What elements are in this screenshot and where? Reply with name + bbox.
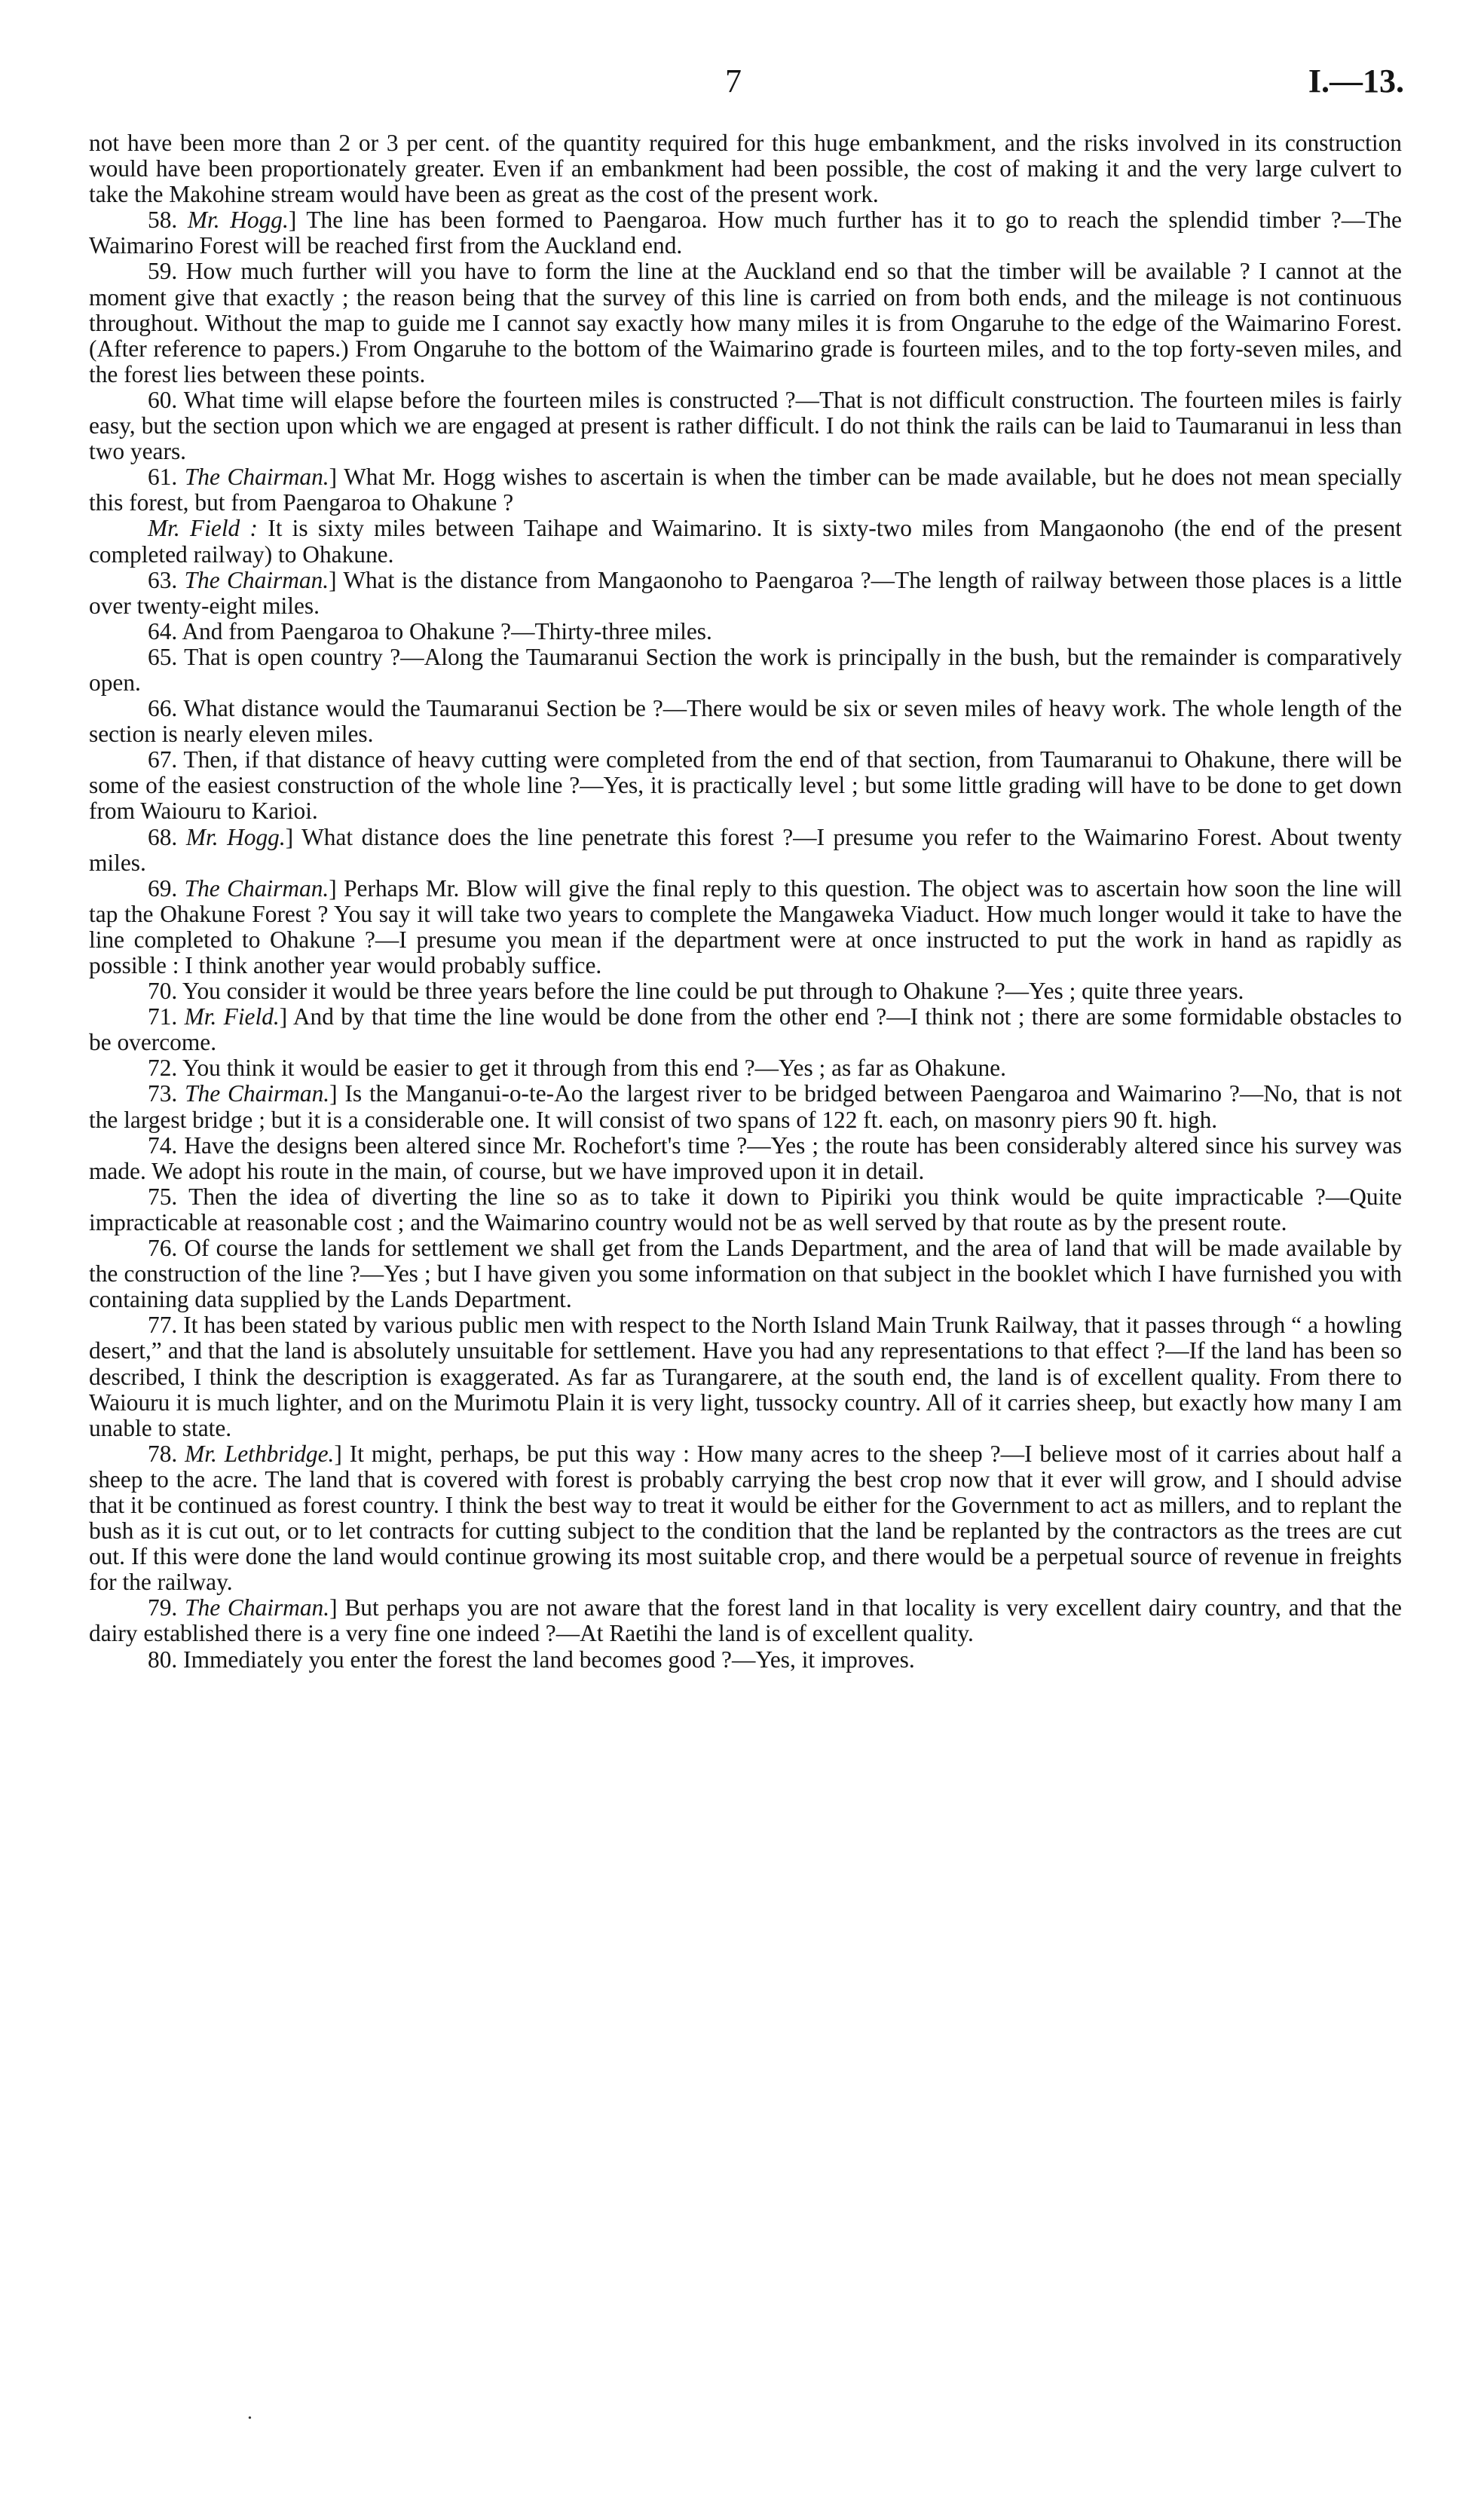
paragraph: 63. The Chairman.] What is the distance from Mangaonoho to Paengaroa ?—The length of railway between those places is a little over twenty-eight miles.: [89, 566, 1403, 619]
paragraph: [89, 259, 1402, 387]
paragraph-text: And from Paengaroa to Ohakune ?—Thirty-three miles.: [182, 617, 712, 645]
question-number: 72.: [148, 1055, 178, 1082]
speaker-name: Mr. Field :: [148, 515, 258, 542]
speaker-name: Mr. Field.: [184, 1003, 280, 1030]
speaker-name: The Chairman.: [185, 1080, 330, 1107]
speaker-name: Mr. Lethbridge.: [185, 1440, 335, 1467]
question-number: 79.: [148, 1594, 178, 1621]
paragraph-text: not have been more than 2 or 3 per cent. of the quantity required for this huge embankment, and the risks involved in its construction would have been proportionately greater. Even if an embankment had been possible, the cost of making it and the very large culvert to take the Makohine stream would have been as great as the cost of the present work.: [89, 130, 1402, 208]
paragraph-text: It might, perhaps, be put this way : How many acres to the sheep ?—I believe most of it carries about half a sheep to the acre. The land that is covered with forest is probably carrying the best crop now that it ever will grow, and I should advise that it be continued as forest country. I think the best way to treat it would be either for the Government to act as millers, and to replant the bush as it is cut out, or to let contracts for cutting subject to the condition that the land be replanted by the contractors as the trees are cut out. If this were done the land would continue growing its most suitable crop, and there would be a perpetual source of revenue in freights for the railway.: [89, 1440, 1402, 1596]
question-number: 70.: [148, 978, 178, 1005]
paragraph-text: Then, if that distance of heavy cutting were completed from the end of that section, from Taumaranui to Ohakune, there will be some of the easiest construction of the whole line ?—Yes, it is practically level ; but some little grading will have to be done to get down from Waiouru to Karioi.: [89, 746, 1402, 825]
question-number: 66.: [148, 695, 178, 722]
paragraph-text: It has been stated by various public men with respect to the North Island Main Trunk Railway, that it passes through “ a howling desert,” and that the land is absolutely unsuitable for settlement. Have you had any representations to that effect ?—If the land has been so described, I think the description is exaggerated. As far as Turangarere, at the south end, the land is of excellent quality. From there to Waiouru it is much lighter, and on the Murimotu Plain it is very light, tussocky country. All of it carries sheep, but exactly how many I am unable to state.: [89, 1312, 1402, 1441]
question-number: 65.: [148, 643, 178, 670]
paragraph-text: What distance does the line penetrate this forest ?—I presume you refer to the Waimarino Forest. About twenty miles.: [89, 823, 1403, 876]
paragraph: [89, 1055, 1402, 1081]
paragraph: [89, 1647, 1402, 1673]
question-number: 59.: [148, 258, 178, 285]
speaker-name: The Chairman.: [184, 566, 329, 593]
question-number: 63.: [148, 566, 178, 593]
paragraph: 69. The Chairman.] Perhaps Mr. Blow will give the final reply to this question. The object was to ascertain how soon the line will tap the Ohakune Forest ? You say it will take two years to complete the Mangaweka Viaduct. How much longer would it take to have the line completed to Ohakune ?—I presume you mean if the department were at once instructed to put the work in hand as rapidly as possible : I think another year would probably suffice.: [89, 874, 1402, 978]
paragraph: [89, 387, 1402, 464]
speaker-name: Mr. Hogg.: [187, 207, 289, 234]
paragraph: 79. The Chairman.] But perhaps you are not aware that the forest land in that locality is very excellent dairy country, and that the dairy established there is a very fine one indeed ?—At Raetihi the land is of excellent quality.: [89, 1594, 1402, 1647]
paragraph-text: What time will elapse before the fourteen miles is constructed ?—That is not difficult construction. The fourteen miles is fairly easy, but the section upon which we are engaged at present is rather difficult. I do not think the rails can be laid to Taumaranui in less than two years.: [89, 386, 1402, 465]
paragraph-text: Is the Manganui-o-te-Ao the largest river to be bridged between Paengaroa and Waimarino ?—No, that is not the largest bridge ; but it is a considerable one. It will consist of two spans of 122 ft. each, on masonry piers 90 ft. high.: [89, 1080, 1402, 1133]
paragraph: 71. Mr. Field.] And by that time the line would be done from the other end ?—I think not ; there are some formidable obstacles to be overcome.: [89, 1003, 1402, 1056]
paragraph: 78. Mr. Lethbridge.] It might, perhaps, be put this way : How many acres to the sheep ?—I believe most of it carries about half a sheep to the acre. The land that is covered with forest is probably carrying the best crop now that it ever will grow, and I should advise that it be continued as forest country. I think the best way to treat it would be either for the Government to act as millers, and to replant the bush as it is cut out, or to let contracts for cutting subject to the condition that the land be replanted by the contractors as the trees are cut out. If this were done the land would continue growing its most suitable crop, and there would be a perpetual source of revenue in freights for the railway.: [89, 1440, 1402, 1596]
question-number: 75.: [148, 1183, 178, 1210]
paragraph-text: That is open country ?—Along the Taumaranui Section the work is principally in the bush, but the remainder is comparatively open.: [89, 643, 1402, 696]
paragraph: [89, 619, 1402, 645]
question-number: 78.: [148, 1440, 178, 1467]
question-number: 60.: [148, 386, 178, 413]
question-number: 58.: [148, 207, 178, 234]
paragraph-text: Have the designs been altered since Mr. Rochefort's time ?—Yes ; the route has been considerably altered since his survey was made. We adopt his route in the main, of course, but we have improved upon it in detail.: [89, 1131, 1402, 1184]
paragraph: [89, 978, 1402, 1004]
paragraph-text: How much further will you have to form the line at the Auckland end so that the timber will be available ? I cannot at the moment give that exactly ; the reason being that the survey of this line is carried on from both ends, and the mileage is not continuous throughout. Without the map to guide me I cannot say exactly how many miles it is from Ongaruhe to the edge of the Waimarino Forest. (After reference to papers.) From Ongaruhe to the bottom of the Waimarino grade is fourteen miles, and to the top forty-seven miles, and the forest lies between these points.: [89, 258, 1402, 387]
question-number: 68.: [148, 823, 178, 850]
paragraph-text: It is sixty miles between Taihape and Waimarino. It is sixty-two miles from Mangaonoho (the end of the present completed railway) to Ohakune.: [89, 515, 1402, 568]
paragraph: [89, 1236, 1402, 1312]
paragraph-text: The line has been formed to Paengaroa. How much further has it to go to reach the splendid timber ?—The Waimarino Forest will be reached first from the Auckland end.: [89, 207, 1402, 259]
paragraph: [89, 130, 1402, 207]
paragraph: 61. The Chairman.] What Mr. Hogg wishes to ascertain is when the timber can be made available, but he does not mean specially this forest, but from Paengaroa to Ohakune ?: [89, 464, 1403, 516]
document-reference: I.—13.: [1308, 63, 1404, 100]
paragraph-text: You consider it would be three years before the line could be put through to Ohakune ?—Yes ; quite three years.: [182, 978, 1244, 1005]
question-number: 74.: [148, 1131, 178, 1159]
speaker-name: Mr. Hogg.: [185, 823, 286, 850]
paragraph-text: What distance would the Taumaranui Section be ?—There would be six or seven miles of heavy work. The whole length of the section is nearly eleven miles.: [89, 695, 1403, 748]
paragraph: [89, 1133, 1402, 1184]
paragraph-text: Perhaps Mr. Blow will give the final reply to this question. The object was to ascertain how soon the line will tap the Ohakune Forest ? You say it will take two years to complete the Mangaweka Viaduct. How much longer would it take to have the line completed to Ohakune ?—I presume you mean if the department were at once instructed to put the work in hand as rapidly as possible : I think another year would probably suffice.: [89, 874, 1402, 978]
paragraph: [89, 1184, 1402, 1236]
question-number: 64.: [148, 617, 178, 645]
paragraph-text: You think it would be easier to get it through from this end ?—Yes ; as far as Ohakune.: [182, 1055, 1006, 1082]
paragraph: [89, 645, 1402, 696]
stray-mark: •: [248, 2413, 252, 2424]
paragraph-text: Immediately you enter the forest the land becomes good ?—Yes, it improves.: [183, 1646, 915, 1673]
speaker-name: The Chairman.: [184, 464, 329, 491]
paragraph: [89, 696, 1402, 747]
paragraph-text: But perhaps you are not aware that the forest land in that locality is very excellent dairy country, and that the dairy established there is a very fine one indeed ?—At Raetihi the land is of excellent quality.: [89, 1594, 1402, 1647]
question-number: 73.: [148, 1080, 178, 1107]
paragraph-text: And by that time the line would be done from the other end ?—I think not ; there are some formidable obstacles to be overcome.: [89, 1003, 1402, 1056]
page-number: 7: [725, 63, 742, 100]
paragraph: [89, 747, 1402, 824]
speaker-name: The Chairman.: [184, 874, 329, 902]
paragraph: 58. Mr. Hogg.] The line has been formed to Paengaroa. How much further has it to go to reach the splendid timber ?—The Waimarino Forest will be reached first from the Auckland end.: [89, 207, 1402, 259]
page-header: [0, 59, 1478, 112]
paragraph: [89, 1312, 1402, 1441]
paragraph: 68. Mr. Hogg.] What distance does the line penetrate this forest ?—I presume you refer to the Waimarino Forest. About twenty miles.: [89, 823, 1403, 876]
question-number: 71.: [148, 1003, 178, 1030]
question-number: 69.: [148, 874, 178, 902]
question-number: 80.: [148, 1646, 178, 1673]
speaker-name: The Chairman.: [185, 1594, 330, 1621]
question-number: 77.: [148, 1312, 178, 1339]
body-text: [89, 130, 1402, 1673]
paragraph: [89, 516, 1402, 567]
question-number: 76.: [148, 1235, 178, 1262]
paragraph-text: What is the distance from Mangaonoho to Paengaroa ?—The length of railway between those places is a little over twenty-eight miles.: [89, 566, 1403, 619]
paragraph-text: What Mr. Hogg wishes to ascertain is when the timber can be made available, but he does not mean specially this forest, but from Paengaroa to Ohakune ?: [89, 464, 1403, 516]
question-number: 67.: [148, 746, 178, 773]
paragraph-text: Then the idea of diverting the line so as to take it down to Pipiriki you think would be quite impracticable ?—Quite impracticable at reasonable cost ; and the Waimarino country would not be as well served by that route as by the present route.: [89, 1183, 1402, 1236]
paragraph-text: Of course the lands for settlement we shall get from the Lands Department, and the area of land that will be made available by the construction of the line ?—Yes ; but I have given you some information on that subject in the booklet which I have furnished you with containing data supplied by the Lands Department.: [89, 1235, 1402, 1313]
paragraph: 73. The Chairman.] Is the Manganui-o-te-Ao the largest river to be bridged between Paengaroa and Waimarino ?—No, that is not the largest bridge ; but it is a considerable one. It will consist of two spans of 122 ft. each, on masonry piers 90 ft. high.: [89, 1080, 1402, 1133]
question-number: 61.: [148, 464, 178, 491]
